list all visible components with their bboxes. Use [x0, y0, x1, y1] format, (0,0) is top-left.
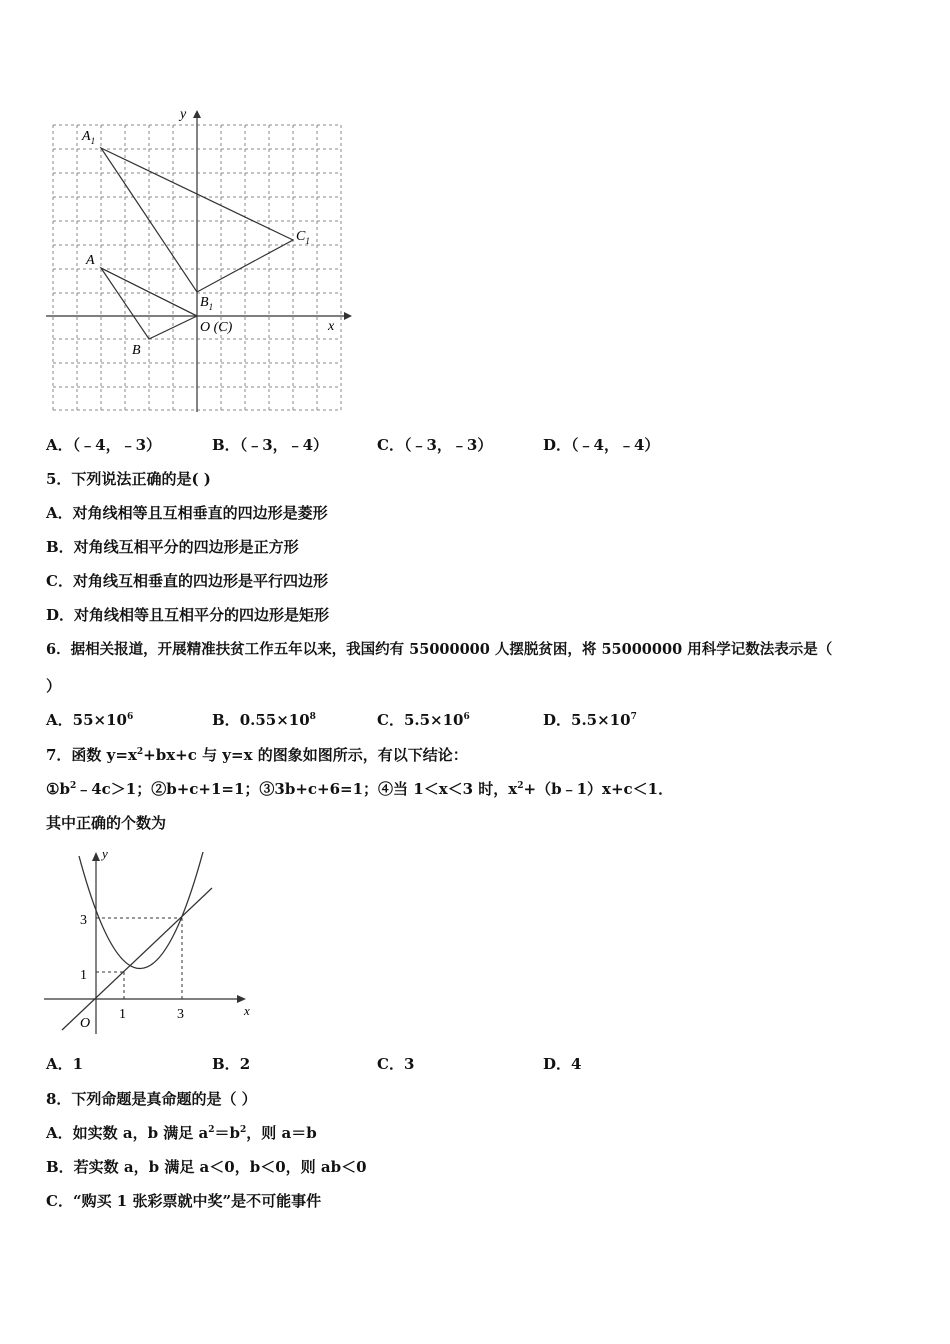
q5-option-d: D．对角线相等且互相平分的四边形是矩形	[46, 606, 330, 624]
q7-option-d: D．4	[543, 1055, 582, 1073]
triangle-abc	[101, 268, 197, 339]
graph-tick-x1: 1	[119, 1007, 126, 1022]
label-c1: $C_1$	[296, 229, 310, 246]
q6-option-b: B．$0.55\times 10^8$	[212, 711, 316, 729]
q7-tail: 其中正确的个数为	[46, 814, 167, 832]
graph-origin: O	[80, 1016, 91, 1031]
triangle-grid-figure	[40, 100, 370, 420]
graph-label-x: x	[244, 1003, 250, 1018]
q8-option-c: C．“购买 1 张彩票就中奖”是不可能事件	[46, 1192, 322, 1210]
q5-option-a: A．对角线相等且互相垂直的四边形是菱形	[46, 504, 328, 522]
q7-option-c: C．3	[377, 1055, 415, 1073]
q7-option-a: A．1	[46, 1055, 84, 1073]
q6-option-a: A．$55\times 10^6$	[46, 711, 134, 729]
q4-option-b: B．（﹣3，﹣4）	[212, 436, 329, 454]
q8-stem: 8．下列命题是真命题的是（ ）	[46, 1090, 257, 1108]
q7-option-b: B．2	[212, 1055, 251, 1073]
q7-conclusions: $①b^2﹣4c>1$；②b+c+1=1；③3b+c+6=1；④当 1＜x＜3 时，$x^2+(b﹣1)x+c<1$．	[46, 780, 674, 798]
q7-stem: 7．函数 $y=x^2+bx+c$ 与 y=x 的图象如图所示，有以下结论：	[46, 746, 468, 764]
q5-stem: 5．下列说法正确的是( )	[46, 470, 211, 488]
label-a1: $A_1$	[82, 129, 96, 146]
q6-option-c: C．$5.5\times 10^6$	[377, 711, 470, 729]
q8-option-b: B．若实数 a，b 满足 a＜0，b＜0，则 ab＜0	[46, 1158, 367, 1176]
q5-option-b: B．对角线互相平分的四边形是正方形	[46, 538, 299, 556]
q4-option-a: A．（﹣4，﹣3）	[46, 436, 162, 454]
label-a: A	[86, 253, 95, 268]
parabola-line-graph	[40, 840, 265, 1040]
q6-stem-line1: 6．据相关报道，开展精准扶贫工作五年以来，我国约有 55000000 人摆脱贫困，将 55000000 用科学记数法表示是（	[46, 641, 833, 658]
label-x: x	[328, 319, 335, 334]
y-axis-arrow-icon	[193, 110, 201, 118]
q6-stem-line2: ）	[46, 677, 62, 695]
label-b1: $B_1$	[200, 295, 214, 312]
graph-x-arrow-icon	[237, 995, 246, 1003]
label-y: y	[180, 107, 187, 122]
q5-option-c: C．对角线互相垂直的四边形是平行四边形	[46, 572, 328, 590]
graph-tick-x3: 3	[177, 1007, 184, 1022]
label-b: B	[132, 343, 141, 358]
graph-tick-y1: 1	[80, 968, 87, 983]
graph-y-arrow-icon	[92, 852, 100, 861]
q8-option-a: A．如实数 a，b 满足 $a^2=b^2$，则 a＝b	[46, 1124, 317, 1142]
graph-label-y: y	[102, 846, 108, 861]
label-origin: O (C)	[200, 320, 233, 335]
q6-option-d: D．$5.5\times 10^7$	[543, 711, 637, 729]
graph-tick-y3: 3	[80, 913, 87, 928]
line-y-equals-x	[62, 888, 212, 1030]
x-axis-arrow-icon	[344, 312, 352, 320]
q4-option-d: D．（﹣4，﹣4）	[543, 436, 660, 454]
parabola-curve	[79, 852, 203, 969]
q4-option-c: C．（﹣3，﹣3）	[377, 436, 493, 454]
